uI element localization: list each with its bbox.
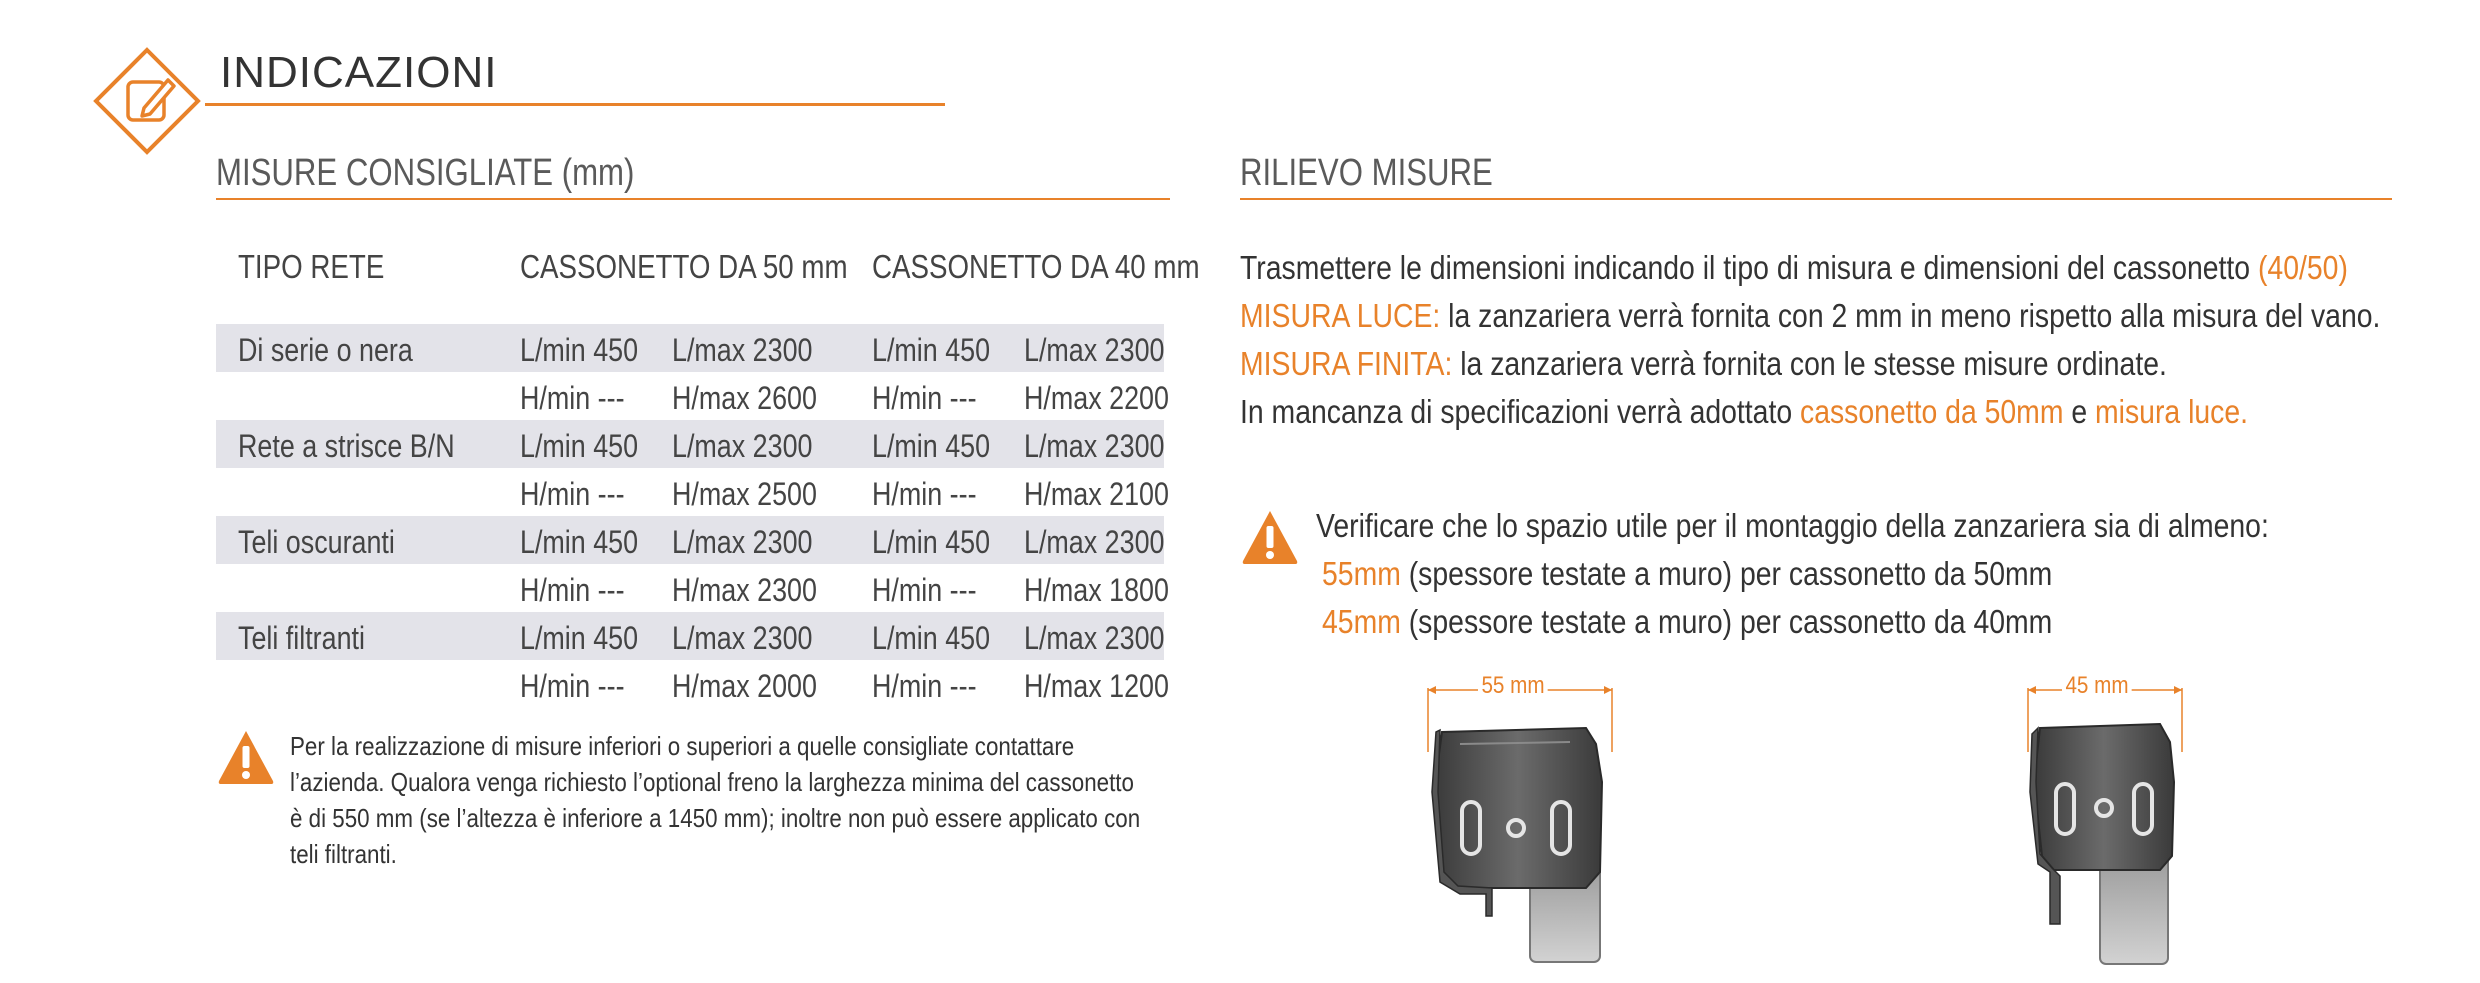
column-header-tipo: TIPO RETE <box>238 248 385 285</box>
rilievo-line-2: MISURA LUCE: la zanzariera verrà fornita con 2 mm in meno rispetto alla misura del vano. <box>1240 297 2381 334</box>
value-cell: L/min 450 <box>872 620 991 656</box>
pencil-edit-icon <box>92 46 202 156</box>
value-cell: H/min --- <box>520 476 625 512</box>
value-cell: L/max 2300 <box>1024 428 1165 464</box>
value-cell: L/max 2300 <box>672 428 813 464</box>
value-cell: L/min 450 <box>520 620 639 656</box>
page-title: INDICAZIONI <box>220 48 498 97</box>
value-cell: H/min --- <box>872 668 977 704</box>
table-row <box>216 324 1164 372</box>
note-line: Per la realizzazione di misure inferiori o superiori a quelle consigliate contattare <box>290 731 1075 761</box>
bracket-55-label: 55 mm <box>1478 672 1548 700</box>
warning-line: Verificare che lo spazio utile per il montaggio della zanzariera sia di almeno: <box>1316 507 2269 544</box>
rilievo-text <box>1240 244 2480 436</box>
warning-triangle-icon <box>216 728 276 786</box>
rilievo-line-4: In mancanza di specificazioni verrà adottato cassonetto da 50mm e misura luce. <box>1240 393 2249 430</box>
warning-triangle-icon <box>1240 508 1300 566</box>
value-cell: H/max 2200 <box>1024 380 1169 416</box>
value-cell: L/max 2300 <box>1024 620 1165 656</box>
warning-item-45: 45mm (spessore testate a muro) per cassonetto da 40mm <box>1322 603 2053 640</box>
row-type-cell: Rete a strisce B/N <box>238 428 455 464</box>
value-cell: L/min 450 <box>872 524 991 560</box>
value-cell: L/max 2300 <box>672 524 813 560</box>
value-cell: H/max 2600 <box>672 380 817 416</box>
value-cell: H/min --- <box>520 380 625 416</box>
warning-text <box>1316 502 2424 646</box>
value-cell: H/max 2300 <box>672 572 817 608</box>
table-header-row <box>216 236 1200 304</box>
table-row <box>216 372 1169 420</box>
measurements-table <box>216 236 1200 708</box>
header-underline <box>205 103 945 106</box>
section-divider-left <box>216 198 1170 200</box>
value-cell: H/min --- <box>872 476 977 512</box>
note-line: è di 550 mm (se l’altezza è inferiore a 1450 mm); inoltre non può essere applicato con <box>290 803 1141 833</box>
value-cell: H/max 2000 <box>672 668 817 704</box>
value-cell: H/max 2100 <box>1024 476 1169 512</box>
column-header-c50: CASSONETTO DA 50 mm <box>520 248 848 285</box>
note-line: teli filtranti. <box>290 839 397 869</box>
value-cell: H/max 1200 <box>1024 668 1169 704</box>
rilievo-line-1: Trasmettere le dimensioni indicando il tipo di misura e dimensioni del cassonetto (40/50) <box>1240 249 2348 286</box>
value-cell: L/max 2300 <box>1024 332 1165 368</box>
table-row <box>216 660 1169 708</box>
table-row <box>216 612 1164 660</box>
bracket-45-label: 45 mm <box>2062 672 2132 700</box>
value-cell: L/min 450 <box>520 332 639 368</box>
value-cell: L/min 450 <box>520 524 639 560</box>
column-header-c40: CASSONETTO DA 40 mm <box>872 248 1200 285</box>
row-type-cell: Teli filtranti <box>238 620 365 656</box>
table-row <box>216 468 1169 516</box>
value-cell: H/min --- <box>520 572 625 608</box>
warning-item-55: 55mm (spessore testate a muro) per cassonetto da 50mm <box>1322 555 2053 592</box>
value-cell: L/min 450 <box>872 332 991 368</box>
table-row <box>216 516 1164 564</box>
value-cell: L/min 450 <box>520 428 639 464</box>
section-title-rilievo: RILIEVO MISURE <box>1240 152 1493 194</box>
table-row <box>216 420 1164 468</box>
value-cell: H/min --- <box>520 668 625 704</box>
value-cell: L/max 2300 <box>1024 524 1165 560</box>
rilievo-line-3: MISURA FINITA: la zanzariera verrà fornita con le stesse misure ordinate. <box>1240 345 2167 382</box>
value-cell: H/max 1800 <box>1024 572 1169 608</box>
bracket-45-image <box>2020 672 2220 972</box>
value-cell: L/max 2300 <box>672 332 813 368</box>
value-cell: L/min 450 <box>872 428 991 464</box>
table-row <box>216 564 1169 612</box>
section-title-misure: MISURE CONSIGLIATE (mm) <box>216 152 635 194</box>
bracket-55-image <box>1420 672 1640 972</box>
row-type-cell: Di serie o nera <box>238 332 413 368</box>
value-cell: L/max 2300 <box>672 620 813 656</box>
value-cell: H/min --- <box>872 572 977 608</box>
note-line: l’azienda. Qualora venga richiesto l’optional freno la larghezza minima del cassonetto <box>290 767 1134 797</box>
section-divider-right <box>1240 198 2392 200</box>
left-note <box>290 728 1279 872</box>
value-cell: H/max 2500 <box>672 476 817 512</box>
table-body <box>216 324 1169 708</box>
row-type-cell: Teli oscuranti <box>238 524 395 560</box>
value-cell: H/min --- <box>872 380 977 416</box>
